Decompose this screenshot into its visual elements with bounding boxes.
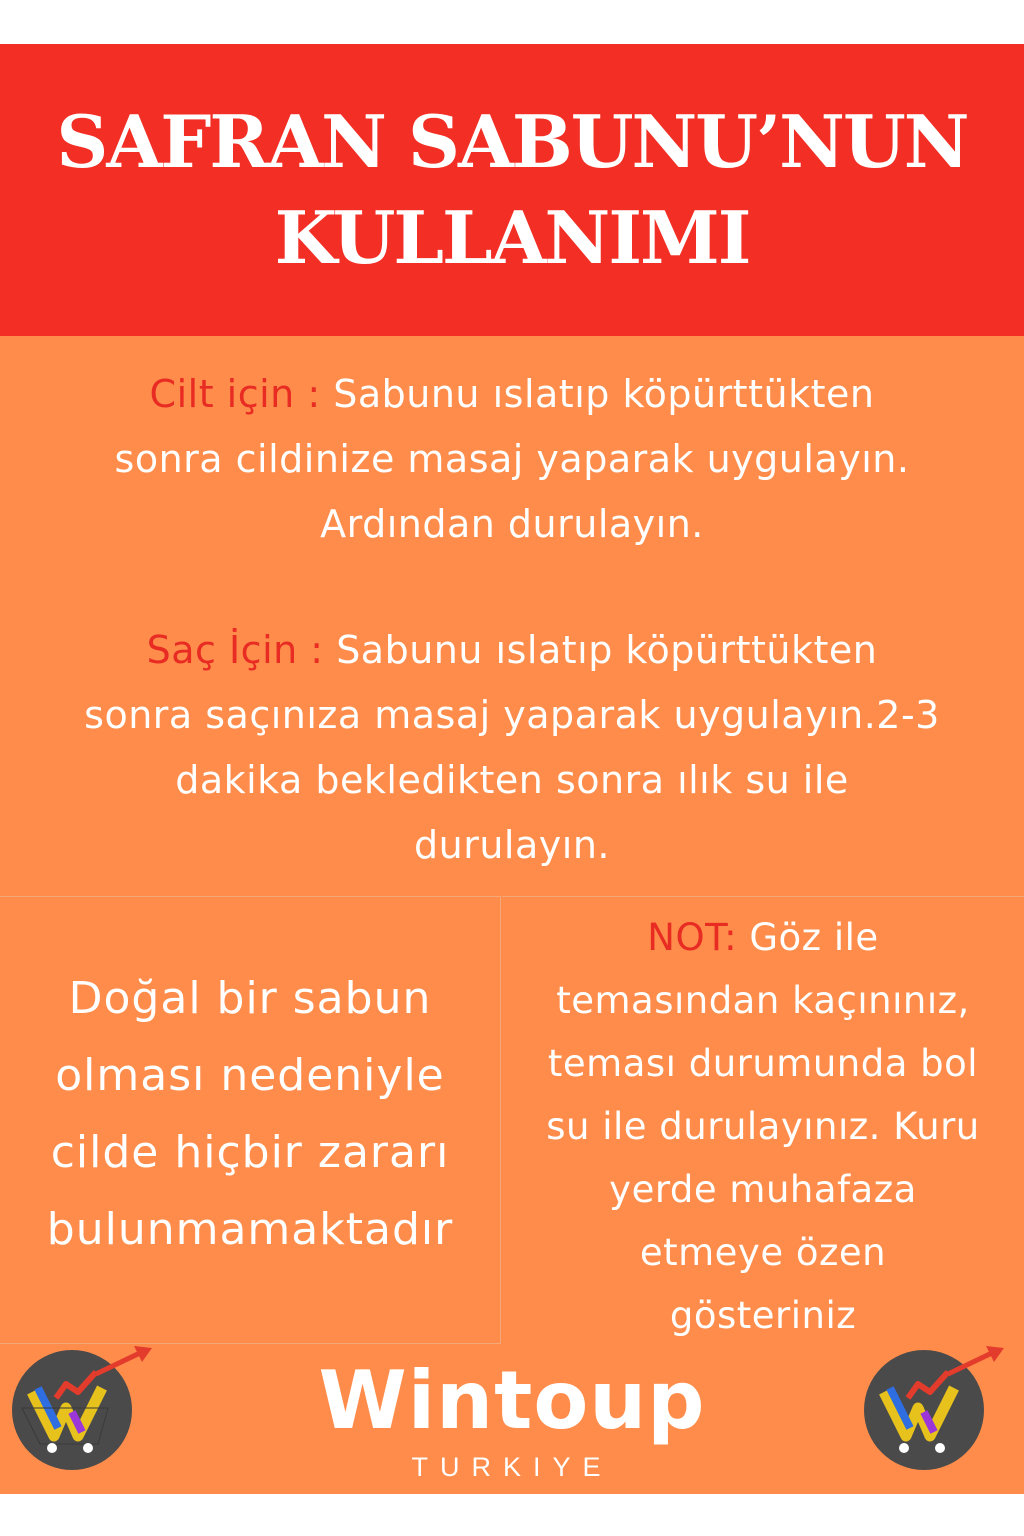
natural-line-3: cilde hiçbir zararı (50, 1127, 450, 1178)
natural-line-2: olması nedeniyle (55, 1050, 445, 1101)
footer (0, 1344, 1024, 1494)
page-title-line-2: KULLANIMI (274, 195, 750, 280)
poster (0, 44, 1024, 1494)
natural-line-4: bulunmamaktadır (46, 1204, 454, 1255)
natural-soap-text (47, 960, 453, 1268)
note-line-4: su ile durulayınız. Kuru (546, 1105, 980, 1148)
skin-text-1: Sabunu ıslatıp köpürttükten (320, 372, 875, 416)
note-line-2: temasından kaçınınız, (556, 979, 970, 1022)
note-label: NOT: (647, 916, 738, 959)
page-title-line-1: SAFRAN SABUNU’NUN (56, 99, 968, 184)
note-line-7: gösteriniz (669, 1294, 857, 1337)
skin-text-3: Ardından durulayın. (320, 502, 704, 546)
skin-usage-paragraph (0, 362, 1024, 557)
hair-usage-paragraph (0, 618, 1024, 878)
wintoup-logo-icon-right (864, 1350, 984, 1470)
header-banner (0, 44, 1024, 336)
hair-text-4: durulayın. (414, 823, 610, 867)
natural-line-1: Doğal bir sabun (68, 973, 432, 1024)
natural-soap-box (0, 896, 501, 1344)
note-line-6: etmeye özen (639, 1231, 887, 1274)
note-box (502, 896, 1024, 1343)
hair-text-2: sonra saçınıza masaj yaparak uygulayın.2-3 (84, 693, 940, 737)
note-text (502, 906, 1024, 1347)
note-text-1: Göz ile (737, 916, 879, 959)
note-line-3: teması durumunda bol (547, 1042, 979, 1085)
brand-subtitle: TURKIYE (411, 1452, 613, 1482)
brand-name: Wintoup (318, 1354, 706, 1447)
skin-label: Cilt için : (149, 372, 321, 416)
hair-text-1: Sabunu ıslatıp köpürttükten (323, 628, 878, 672)
hair-label: Saç İçin : (146, 628, 324, 672)
note-line-5: yerde muhafaza (609, 1168, 917, 1211)
hair-text-3: dakika bekledikten sonra ılık su ile (175, 758, 849, 802)
skin-text-2: sonra cildinize masaj yaparak uygulayın. (114, 437, 910, 481)
